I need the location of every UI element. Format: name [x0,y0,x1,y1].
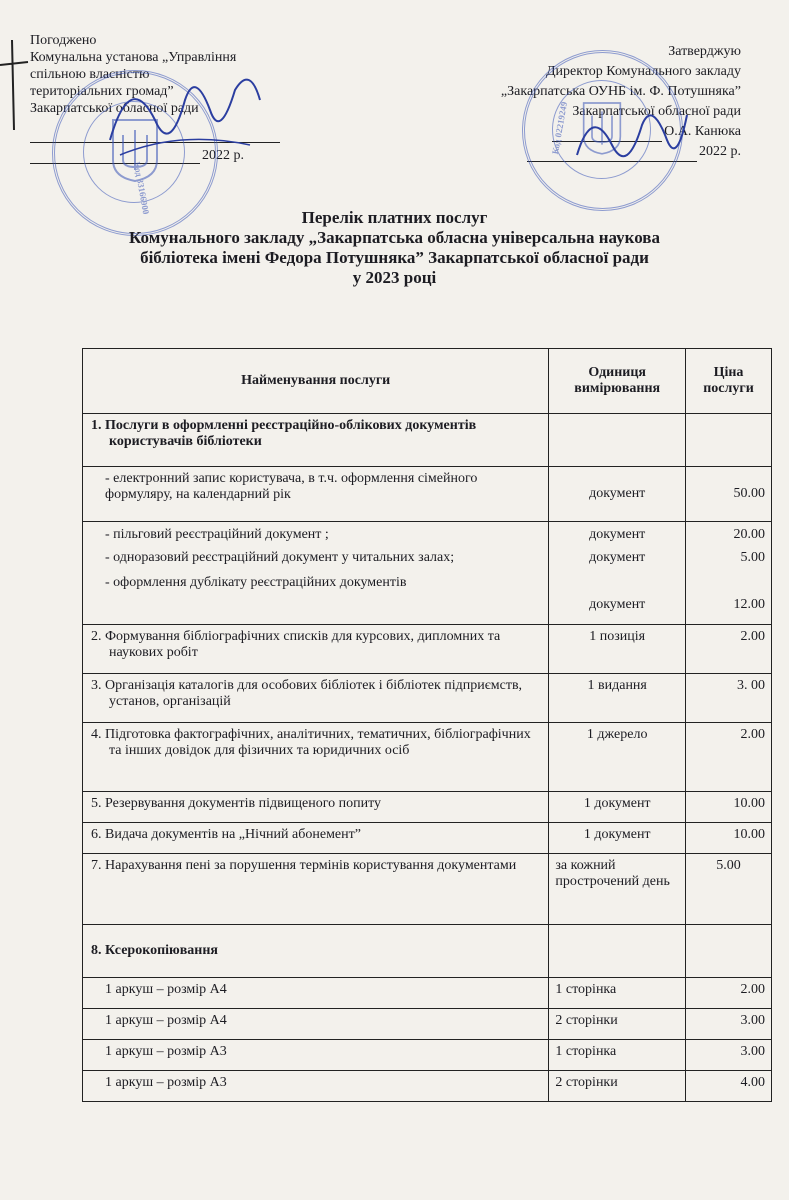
header-service-name: Найменування послуги [83,349,549,414]
service-name: 1 аркуш – розмір А3 [83,1040,549,1071]
table-row [83,1009,772,1040]
price-cell: 4.00 [685,1071,771,1102]
approval-right-date: 2022 р. [699,144,741,159]
service-subitem: - пільговий реєстраційний документ ; [105,527,329,542]
service-name [83,723,549,792]
service-name: 1 аркуш – розмір А3 [83,1071,549,1102]
service-label: Підготовка фактографічних, аналітичних, тематичних, бібліографічних та інших довідок для фізичних та юридичних осіб [105,727,531,758]
stamp-code: Код 02219249 [550,100,570,156]
title-line: Перелік платних послуг [301,208,488,227]
table-row [83,674,772,723]
title-line: бібліотека імені Федора Потушняка” Закарпатської обласної ради [140,248,649,267]
price-cell: 2.00 [685,723,771,792]
service-number: 7. [91,858,102,873]
table-row [83,792,772,823]
table-row [83,723,772,792]
unit-cell [549,925,686,978]
unit-value: документ [589,527,646,542]
table-row [83,1040,772,1071]
price-value: 5.00 [740,550,765,565]
unit-cell: 1 документ [549,792,686,823]
price-cell: 10.00 [685,792,771,823]
service-name [83,823,549,854]
unit-cell: 1 сторінка [549,978,686,1009]
service-number: 1. [91,418,102,433]
stamp-code: Код 33166900 [132,160,152,216]
service-name [83,414,549,467]
unit-cell: за кожний прострочений день [549,854,686,925]
table-row [83,625,772,674]
unit-cell: 1 сторінка [549,1040,686,1071]
document-title [0,208,789,288]
unit-cell: 1 видання [549,674,686,723]
service-label: Формування бібліографічних списків для курсових, дипломних та наукових робіт [105,629,501,660]
table-row [83,925,772,978]
service-number: 8. [91,943,102,958]
approval-left-line: спільною власністю [30,67,150,82]
approval-left-line: територіальних громад” [30,84,174,99]
unit-cell: 2 сторінки [549,1071,686,1102]
service-label: Ксерокопіювання [105,943,218,958]
table-row [83,1071,772,1102]
unit-cell: 1 документ [549,823,686,854]
service-label: Послуги в оформленні реєстраційно-облікових документів користувачів бібліотеки [105,418,477,449]
service-name [83,925,549,978]
service-name [83,674,549,723]
unit-cell: 1 позиція [549,625,686,674]
service-name [83,625,549,674]
margin-cross-mark [0,40,30,130]
service-name: 1 аркуш – розмір А4 [83,978,549,1009]
service-number: 3. [91,678,102,693]
title-line: у 2023 році [352,268,437,287]
service-subitem: - оформлення дублікату реєстраційних документів [105,575,407,590]
unit-cell: 2 сторінки [549,1009,686,1040]
unit-value: документ [589,550,646,565]
service-label: Видача документів на „Нічний абонемент” [105,827,361,842]
service-name-group [83,522,549,625]
service-name [83,854,549,925]
price-value: 20.00 [733,527,765,542]
price-cell: 2.00 [685,625,771,674]
price-value: 12.00 [733,597,765,612]
price-cell: 50.00 [685,467,771,522]
service-number: 2. [91,629,102,644]
header-price: Ціна послуги [685,349,771,414]
approval-right-line: Директор Комунального закладу [546,64,741,79]
approval-right-line: „Закарпатська ОУНБ ім. Ф. Потушняка” [500,84,741,99]
price-cell-group [685,522,771,625]
service-number: 4. [91,727,102,742]
approval-left-heading: Погоджено [30,33,97,48]
unit-value: документ [589,597,646,612]
table-row [83,414,772,467]
approval-right-line: Закарпатської обласної ради [572,104,741,119]
price-cell [685,925,771,978]
approval-left-line: Комунальна установа „Управління [30,50,237,65]
service-label: Організація каталогів для особових бібліотек і бібліотек підприємств, установ, організацій [105,678,523,709]
price-cell: 3.00 [685,1040,771,1071]
unit-cell [549,414,686,467]
service-number: 6. [91,827,102,842]
approval-right-heading: Затверджую [668,44,741,59]
service-name [83,792,549,823]
title-line: Комунального закладу „Закарпатська обласна універсальна наукова [129,228,660,247]
service-name: - електронний запис користувача, в т.ч. оформлення сімейного формуляру, на календарний рік [83,467,549,522]
header-unit: Одиниця вимірювання [549,349,686,414]
price-cell: 3.00 [685,1009,771,1040]
approval-left-date: 2022 р. [202,148,244,163]
unit-cell-group [549,522,686,625]
table-row [83,823,772,854]
handwritten-signature-left [100,60,270,170]
services-table [82,348,772,1102]
approval-right-name: О.А. Канюка [664,124,741,139]
table-row [83,522,772,625]
service-label: Нарахування пені за порушення термінів користування документами [105,858,517,873]
service-number: 5. [91,796,102,811]
price-cell: 10.00 [685,823,771,854]
service-subitem: - одноразовий реєстраційний документ у читальних залах; [105,550,455,565]
price-cell: 3. 00 [685,674,771,723]
table-header-row [83,349,772,414]
table-row [83,854,772,925]
service-name: 1 аркуш – розмір А4 [83,1009,549,1040]
approval-left-line: Закарпатської обласної ради [30,101,199,116]
unit-cell: документ [549,467,686,522]
table-row [83,467,772,522]
price-cell [685,414,771,467]
unit-cell: 1 джерело [549,723,686,792]
service-label: Резервування документів підвищеного попиту [105,796,382,811]
price-cell: 2.00 [685,978,771,1009]
handwritten-signature-right [572,95,692,185]
price-cell: 5.00 [685,854,771,925]
table-row [83,978,772,1009]
